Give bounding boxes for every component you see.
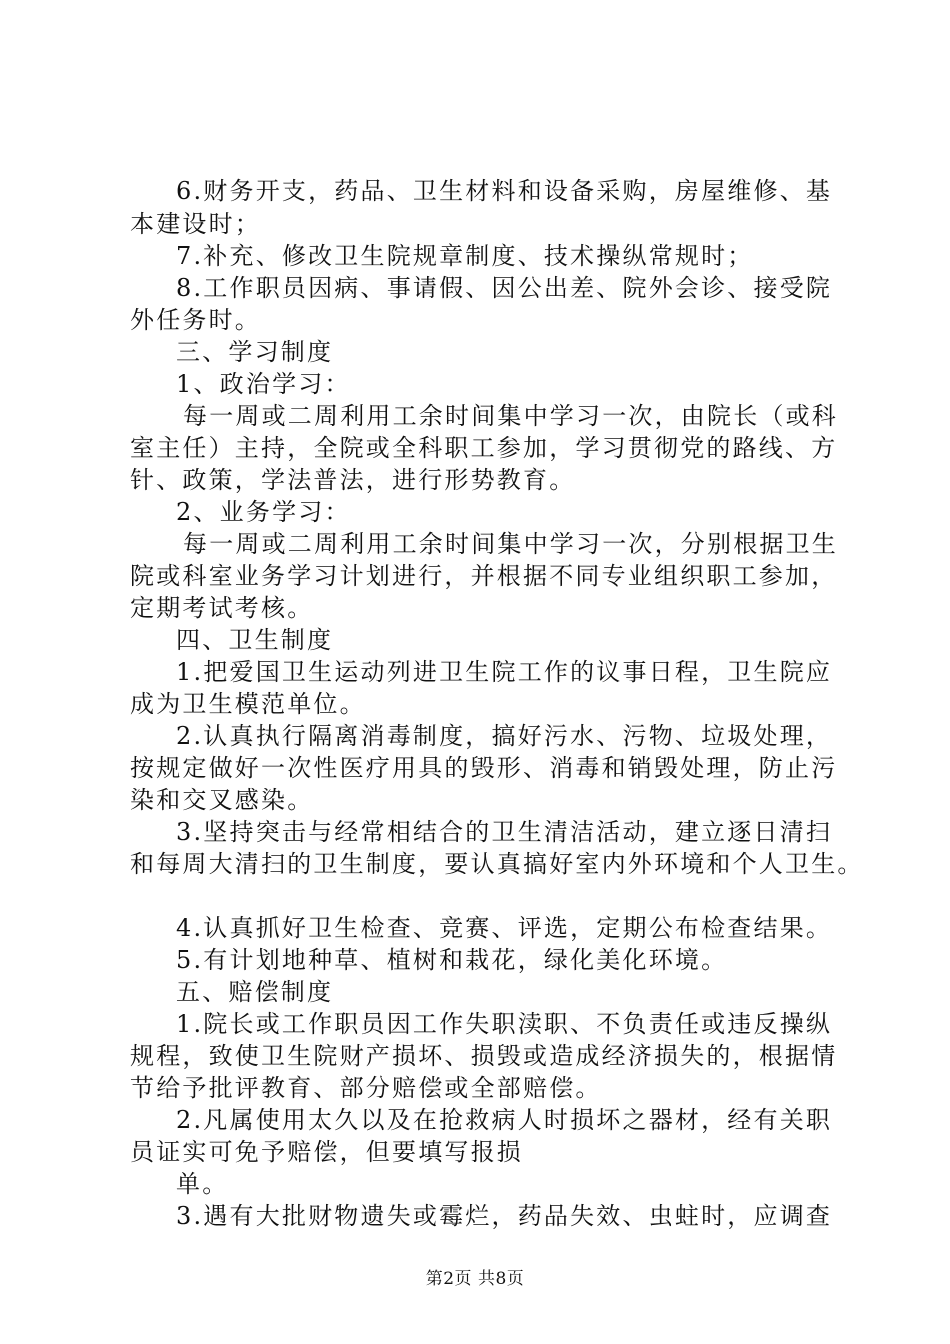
text-line: 2.凡属使用太久以及在抢救病人时损坏之器材，经有关职 [176, 1106, 833, 1134]
subsection-heading: 1、政治学习： [176, 370, 351, 398]
text-line: 6.财务开支，药品、卫生材料和设备采购，房屋维修、基 [176, 177, 833, 205]
text-line: 和每周大清扫的卫生制度，要认真搞好室内外环境和个人卫生。 [130, 850, 864, 878]
text-line: 3.坚持突击与经常相结合的卫生清洁活动，建立逐日清扫 [176, 818, 833, 846]
text-line: 外任务时。 [130, 306, 261, 334]
section-heading: 三、学习制度 [176, 338, 334, 366]
text-line: 每一周或二周利用工余时间集中学习一次，分别根据卫生 [183, 530, 838, 558]
text-line: 染和交叉感染。 [130, 786, 314, 814]
page-number-footer: 第2页 共8页 [425, 1269, 525, 1289]
text-line: 定期考试考核。 [130, 594, 314, 622]
text-line: 5.有计划地种草、植树和栽花，绿化美化环境。 [176, 946, 728, 974]
text-line: 成为卫生模范单位。 [130, 690, 366, 718]
text-line: 员证实可免予赔偿，但要填写报损 [130, 1138, 523, 1166]
text-line: 规程，致使卫生院财产损坏、损毁或造成经济损失的，根据情 [130, 1042, 838, 1070]
text-line: 室主任）主持，全院或全科职工参加，学习贯彻党的路线、方 [130, 434, 838, 462]
section-heading: 五、赔偿制度 [176, 978, 334, 1006]
text-line: 院或科室业务学习计划进行，并根据不同专业组织职工参加， [130, 562, 838, 590]
text-line: 每一周或二周利用工余时间集中学习一次，由院长（或科 [183, 402, 838, 430]
text-line: 节给予批评教育、部分赔偿或全部赔偿。 [130, 1074, 602, 1102]
text-line: 本建设时； [130, 210, 261, 238]
text-line: 7.补充、修改卫生院规章制度、技术操纵常规时； [176, 242, 754, 270]
section-heading: 四、卫生制度 [176, 626, 334, 654]
text-line: 2.认真执行隔离消毒制度，搞好污水、污物、垃圾处理， [176, 722, 833, 750]
text-line: 针、政策，学法普法，进行形势教育。 [130, 466, 576, 494]
subsection-heading: 2、业务学习： [176, 498, 351, 526]
text-line: 3.遇有大批财物遗失或霉烂，药品失效、虫蛀时，应调查 [176, 1202, 833, 1230]
text-line: 按规定做好一次性医疗用具的毁形、消毒和销毁处理，防止污 [130, 754, 838, 782]
text-line: 4.认真抓好卫生检查、竞赛、评选，定期公布检查结果。 [176, 914, 833, 942]
text-line: 1.院长或工作职员因工作失职渎职、不负责任或违反操纵 [176, 1010, 833, 1038]
text-line: 8.工作职员因病、事请假、因公出差、院外会诊、接受院 [176, 274, 833, 302]
text-line: 1.把爱国卫生运动列进卫生院工作的议事日程，卫生院应 [176, 658, 833, 686]
text-line: 单。 [176, 1170, 229, 1198]
